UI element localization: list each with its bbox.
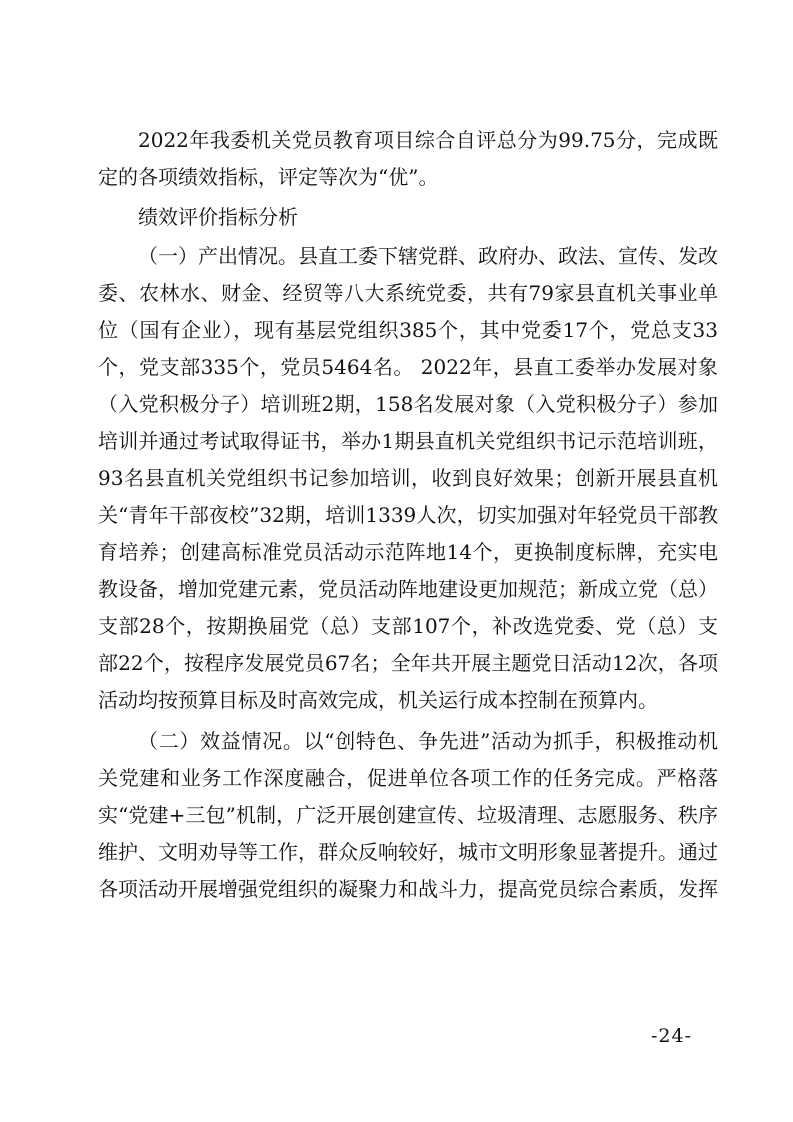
benefit-paragraph: （二）效益情况。以“创特色、争先进”活动为抓手，积极推动机关党建和业务工作深度融合，促进单位各项工作的任务完成。严格落实“党建+三包”机制，广泛开展创建宣传、垃圾清理、志愿服务、秩序维护、文明劝导等工作，群众反响较好，城市文明形象显著提升。通过各项活动开展增强党组织的凝聚力和战斗力，提高党员综合素质，发挥: [98, 729, 718, 901]
document-body: [98, 122, 718, 908]
page-number: -24-: [651, 1025, 693, 1047]
summary-paragraph: 2022年我委机关党员教育项目综合自评总分为99.75分，完成既定的各项绩效指标，评定等次为“优”。: [98, 128, 718, 189]
section-heading: 绩效评价指标分析: [138, 205, 298, 229]
output-paragraph: （一）产出情况。县直工委下辖党群、政府办、政法、宣传、发改委、农林水、财金、经贸等八大系统党委，共有79家县直机关事业单位（国有企业），现有基层党组织385个，其中党委17个，党总支33个，党支部335个，党员5464名。 2022年，县直工委举办发展对象（入党积极分子）培训班2期，158名发展对象（入党积极分子）参加培训并通过考试取得证书，举办1期县直机关党组织书记示范培训班，93名县直机关党组织书记参加培训，收到良好效果；创新开展县直机关“青年干部夜校”32期，培训1339人次，切实加强对年轻党员干部教育培养；创建高标准党员活动示范阵地14个，更换制度标牌，充实电教设备，增加党建元素，党员活动阵地建设更加规范；新成立党（总）支部28个，按期换届党（总）支部107个，补改选党委、党（总）支部22个，按程序发展党员67名；全年共开展主题党日活动12次，各项活动均按预算目标及时高效完成，机关运行成本控制在预算内。: [98, 244, 718, 712]
